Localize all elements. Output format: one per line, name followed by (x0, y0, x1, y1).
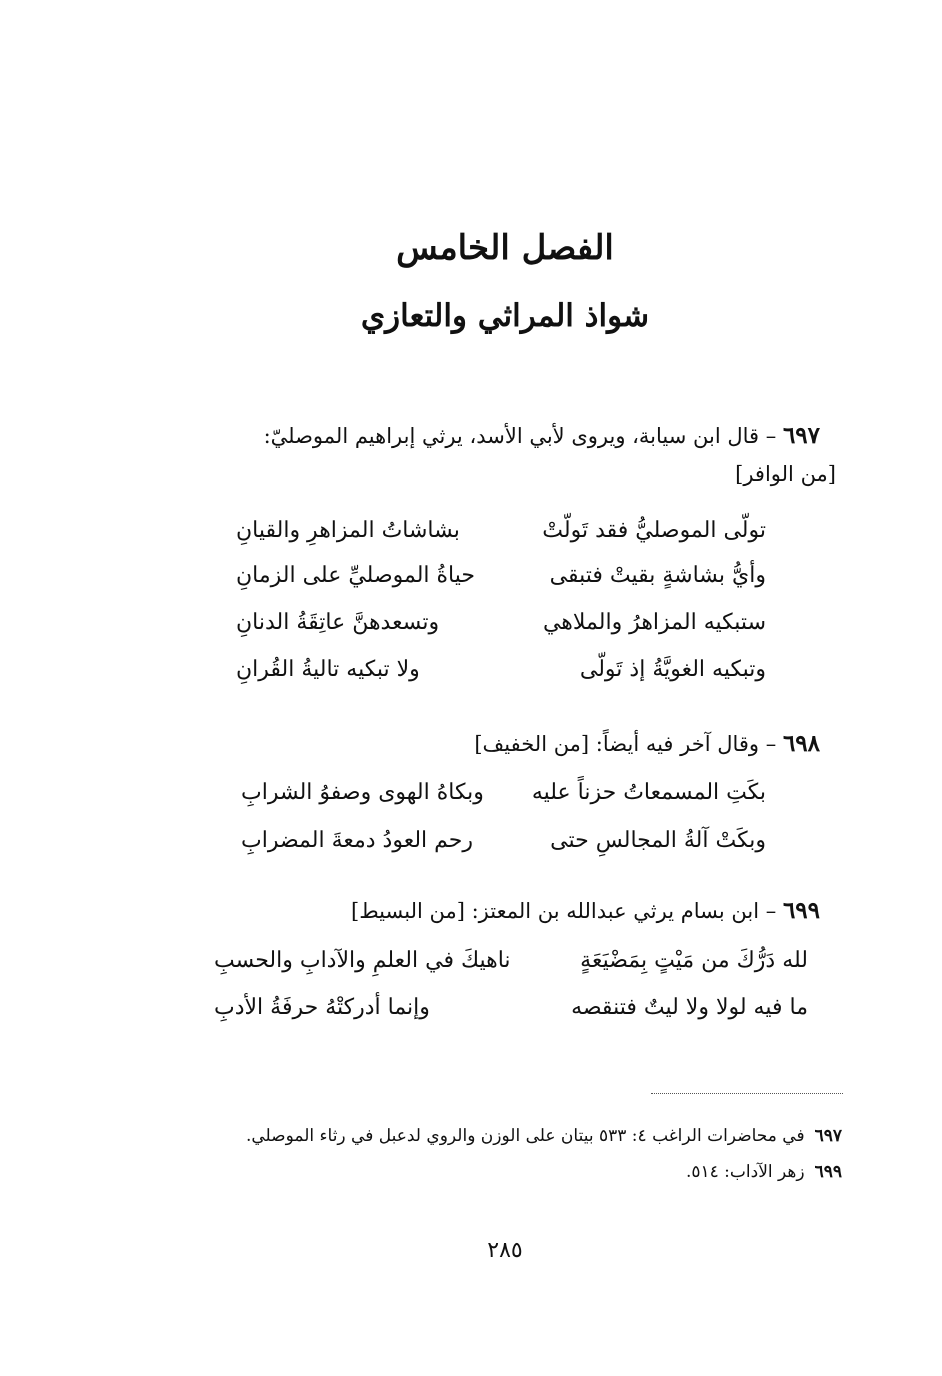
footnote-number: ٦٩٩ (814, 1162, 842, 1182)
verse-second-hemistich: بشاشاتُ المزاهرِ والقيانِ (236, 518, 460, 543)
verse-second-hemistich: رحم العودُ دمعةَ المضرابِ (241, 828, 473, 853)
footnote-separator (651, 1093, 843, 1094)
verse-line (214, 948, 808, 988)
verse-line (236, 610, 766, 650)
verse-first-hemistich: بكَتِ المسمعاتُ حزناً عليه (531, 780, 766, 805)
verse-second-hemistich: حياةُ الموصليِّ على الزمانِ (236, 563, 475, 588)
entry-697-meter: [من الوافر] (735, 462, 836, 486)
verse-second-hemistich: وبكاهُ الهوى وصفوُ الشرابِ (241, 780, 484, 805)
verse-second-hemistich: ناهيكَ في العلمِ والآدابِ والحسبِ (214, 948, 511, 973)
section-title: شواذ المراثي والتعازي (360, 298, 650, 334)
footnote-text: زهر الآداب: ٥١٤. (685, 1162, 805, 1182)
verse-first-hemistich: وبكَتْ آلةُ المجالسِ حتى (550, 828, 766, 853)
chapter-title: الفصل الخامس (396, 228, 614, 268)
verse-line (236, 657, 766, 697)
verse-line (214, 995, 808, 1035)
verse-line (236, 563, 766, 603)
verse-first-hemistich: ما فيه لولا ولا ليتٌ فتنقصه (571, 995, 808, 1020)
entry-intro-text: – ابن بسام يرثي عبدالله بن المعتز: [من البسيط] (351, 899, 777, 923)
verse-first-hemistich: وتبكيه الغويَّةُ إذ تَولّى (579, 657, 766, 682)
footnote (246, 1126, 842, 1146)
verse-first-hemistich: ستبكيه المزاهرُ والملاهي (542, 610, 766, 635)
verse-line (241, 828, 766, 868)
verse-second-hemistich: وإنما أدركتْهُ حرفَةُ الأدبِ (214, 995, 430, 1020)
entry-697-intro (140, 414, 820, 458)
verse-first-hemistich: وأيُّ بشاشةٍ بقيتْ فتبقى (549, 563, 766, 588)
verse-second-hemistich: وتسعدهنَّ عاتِقَةُ الدنانِ (236, 610, 440, 635)
entry-intro-text: – وقال آخر فيه أيضاً: [من الخفيف] (474, 732, 777, 756)
entry-699-intro (140, 889, 820, 933)
verse-first-hemistich: لله دَرُّكَ من مَيْتٍ بِمَضْيَعَةٍ (580, 948, 808, 973)
verse-line (241, 780, 766, 820)
footnote-text: في محاضرات الراغب ٤: ٥٣٣ بيتان على الوزن والروي لدعبل في رثاء الموصلي. (245, 1126, 805, 1146)
entry-number: ٦٩٨ (782, 730, 820, 757)
footnote-number: ٦٩٧ (814, 1126, 842, 1146)
entry-698-intro (140, 722, 820, 766)
footnote (686, 1162, 842, 1182)
verse-line (236, 518, 766, 558)
verse-second-hemistich: ولا تبكيه تاليةُ القُرانِ (236, 657, 420, 682)
entry-intro-text: – قال ابن سيابة، ويروى لأبي الأسد، يرثي إبراهيم الموصليّ: (263, 424, 777, 448)
entry-number: ٦٩٧ (782, 422, 820, 449)
page-number: ٢٨٥ (487, 1238, 523, 1263)
verse-first-hemistich: تولّى الموصليُّ فقد تَولّتْ (542, 518, 766, 543)
entry-number: ٦٩٩ (782, 897, 820, 924)
